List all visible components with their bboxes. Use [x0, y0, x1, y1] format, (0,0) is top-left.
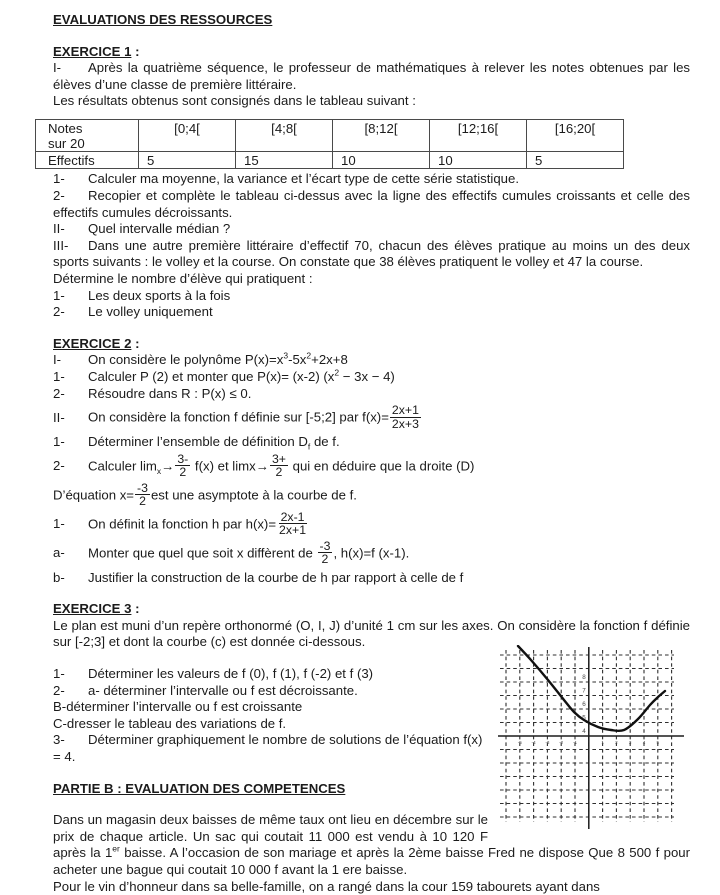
function-curve	[518, 646, 665, 731]
section-heading	[53, 44, 690, 61]
list-marker: I-	[53, 60, 62, 76]
axis-tick-label: 3	[628, 740, 632, 746]
table-row	[36, 152, 624, 169]
paragraph: 1- Les deux sports à la fois	[53, 287, 231, 303]
fraction	[277, 511, 308, 537]
list-marker: 1-	[53, 368, 65, 384]
heading-underlined-text: EVALUATIONS DES RESSOURCES	[53, 12, 273, 27]
paragraph: Les résultats obtenus sont consignés dans le tableau suivant :	[53, 93, 416, 109]
fraction	[175, 453, 190, 479]
list-marker: 1-	[53, 434, 65, 450]
axis-tick-label: -4	[531, 740, 536, 746]
paragraph: Le plan est muni d’un repère orthonormé (O, I, J) d’unité 1 cm sur les axes. On considère la fonction f définie sur [-2;3] et dont la courbe (c) est donnée ci-dessous.	[53, 617, 690, 650]
blank-line	[53, 29, 690, 44]
subscript: f	[307, 441, 311, 452]
paragraph: 1- On définit la fonction h par h(x)= $\frac{2x-1}{2x+1}$	[53, 509, 307, 538]
paragraph: 3- Déterminer graphiquement le nombre de solutions de l’équation f(x) = 4.	[53, 732, 483, 765]
section-heading	[53, 336, 690, 353]
list-marker: 2-	[53, 682, 65, 698]
paragraph: 2- a- déterminer l’intervalle ou f est décroissante.	[53, 682, 358, 698]
list-marker: 3-	[53, 732, 65, 748]
heading-underlined-text: EXERCICE 1	[53, 43, 132, 59]
superscript: 2	[306, 350, 312, 361]
paragraph: 2- Résoudre dans R : P(x) ≤ 0.	[53, 385, 252, 401]
table-row	[36, 119, 624, 151]
paragraph: a- Monter que quel que soit x diffèrent de $\frac{-3}{2}$ , h(x)=f (x-1).	[53, 538, 410, 567]
superscript: er	[112, 844, 120, 855]
fraction-denominator: 2	[179, 465, 187, 480]
list-marker: 2-	[53, 458, 65, 474]
fraction-numerator: 2x-1	[280, 509, 305, 524]
axis-tick-label: 5	[656, 740, 660, 746]
table-cell: [16;20[	[527, 119, 624, 151]
list-marker: 1-	[53, 171, 65, 187]
axis-tick-label: -1	[572, 740, 578, 746]
list-marker: 2-	[53, 187, 65, 203]
axis-tick-label: -5	[517, 740, 522, 746]
axis-tick-label: 6	[582, 701, 586, 709]
superscript: 2	[334, 367, 340, 378]
fraction-numerator: 3-	[177, 451, 189, 466]
paragraph: 1- Calculer ma moyenne, la variance et l’écart type de cette série statistique.	[53, 171, 520, 187]
paragraph: 1- Déterminer les valeurs de f (0), f (1), f (-2) et f (3)	[53, 666, 374, 682]
axis-tick-label: 4	[642, 740, 646, 746]
heading-suffix: :	[131, 601, 140, 617]
table-cell: [12;16[	[430, 119, 527, 151]
fraction-numerator: 2x+1	[391, 403, 419, 418]
notes-table	[35, 119, 624, 169]
fraction-numerator: -3	[319, 538, 331, 553]
heading-suffix: :	[131, 335, 140, 351]
list-marker: II-	[53, 409, 65, 425]
subscript: x	[156, 465, 162, 476]
paragraph: II- Quel intervalle médian ?	[53, 221, 231, 237]
paragraph: Pour le vin d’honneur dans sa belle-famille, on a rangé dans la cour 159 tabourets ayant dans	[53, 878, 600, 894]
blank-line	[53, 586, 690, 601]
fraction-denominator: 2	[275, 465, 283, 480]
list-marker: 1-	[53, 666, 65, 682]
table-cell: 10	[333, 152, 430, 169]
list-marker: a-	[53, 545, 65, 561]
paragraph: C-dresser le tableau des variations de f.	[53, 715, 287, 731]
paragraph: 2- Calculer $\lim_x\to$ $\frac{3-}{2}$ f(x) et limx→ $\frac{3+}{2}$ qui en déduire que la droite (D)	[53, 451, 475, 480]
table-cell: 15	[236, 152, 333, 169]
list-marker: 1-	[53, 287, 65, 303]
table-cell: [0;4[	[139, 119, 236, 151]
paragraph: I- Après la quatrième séquence, le professeur de mathématiques à relever les notes obtenues par les élèves d’une classe de première littéraire.	[53, 60, 690, 92]
blank-line	[53, 321, 690, 336]
list-marker: II-	[53, 221, 65, 237]
paragraph: 1- Calculer P (2) et monter que P(x)= (x-2) $(x^2 - 3x - 4)$	[53, 367, 395, 384]
table-cell: [8;12[	[333, 119, 430, 151]
paragraph: b- Justifier la construction de la courbe de h par rapport à celle de f	[53, 569, 464, 585]
axis-tick-label: -2	[559, 740, 564, 746]
section-heading	[53, 12, 690, 29]
fraction-denominator: 2x+3	[391, 416, 419, 431]
paragraph: D’équation x= $\frac{-3}{2}$ est une asymptote à la courbe de f.	[53, 480, 357, 509]
paragraph: I- On considère le polynôme $P(x)=x^3-5x^2+2x+8$	[53, 350, 348, 368]
fraction	[390, 404, 421, 430]
fraction-denominator: 2	[321, 552, 329, 567]
heading-suffix: :	[131, 43, 140, 59]
superscript: 3	[283, 350, 289, 361]
fraction-numerator: -3	[137, 480, 148, 495]
table-cell: 5	[527, 152, 624, 169]
paragraph: 2- Recopier et complète le tableau ci-dessus avec la ligne des effectifs cumules croissants et celle des effectifs cumules décroissants.	[53, 187, 690, 220]
axis-tick-label: 2	[615, 740, 618, 746]
fraction	[270, 453, 288, 479]
paragraph: 1- Déterminer l’ensemble de définition $D_f$ de f.	[53, 434, 340, 452]
heading-underlined-text: PARTIE B : EVALUATION DES COMPETENCES	[53, 780, 346, 796]
list-marker: 2-	[53, 385, 65, 401]
table-cell: 10	[430, 152, 527, 169]
axis-tick-label: 7	[582, 687, 586, 695]
list-marker: b-	[53, 569, 65, 585]
paragraph: Dans un magasin deux baisses de même taux ont lieu en décembre sur le prix de chaque article. Un sac qui coutait 11 000 est vendu à 10 120 F après la 1er baisse. A l’occasion de son mariage et après la 2ème baisse Fred ne dispose Que 8 500 f pour acheter une bague qui coutait 10 000 f avant la 1 ere baisse.	[53, 812, 691, 877]
fraction-denominator: 2x+1	[279, 523, 307, 538]
heading-underlined-text: EXERCICE 3	[53, 601, 132, 617]
paragraph: B-déterminer l’intervalle ou f est croissante	[53, 699, 303, 715]
axis-tick-label: 1	[601, 740, 604, 746]
curve-graph-svg	[498, 645, 690, 831]
fraction-denominator: 2	[139, 494, 146, 509]
table-cell: [4;8[	[236, 119, 333, 151]
fraction	[318, 540, 333, 566]
list-marker: 1-	[53, 516, 65, 532]
axis-tick-label: 5	[582, 714, 586, 722]
list-marker: I-	[53, 352, 62, 368]
paragraph: 2- Le volley uniquement	[53, 304, 213, 320]
fraction	[135, 482, 150, 508]
axis-tick-label: -3	[545, 740, 550, 746]
heading-underlined-text: EXERCICE 2	[53, 335, 132, 351]
paragraph: Détermine le nombre d’élève qui pratiquent :	[53, 270, 313, 286]
table-cell: Effectifs	[36, 152, 139, 169]
axis-tick-label: 8	[582, 674, 586, 682]
paragraph: III- Dans une autre première littéraire d’effectif 70, chacun des élèves pratique au moins un des deux sports suivants : le volley et la course. On constate que 38 élèves pratiquent le volley et 47 la course.	[53, 237, 690, 270]
list-marker: III-	[53, 237, 69, 253]
table-cell: Notes sur 20	[36, 119, 139, 151]
list-marker: 2-	[53, 304, 65, 320]
curve-graph	[498, 645, 690, 831]
paragraph: II- On considère la fonction f définie sur [-5;2] par f(x)= $\frac{2x+1}{2x+3}$	[53, 403, 419, 431]
table-cell: 5	[139, 152, 236, 169]
fraction-numerator: 3+	[271, 451, 286, 466]
section-heading	[53, 601, 690, 618]
axis-tick-label: 4	[582, 728, 586, 736]
